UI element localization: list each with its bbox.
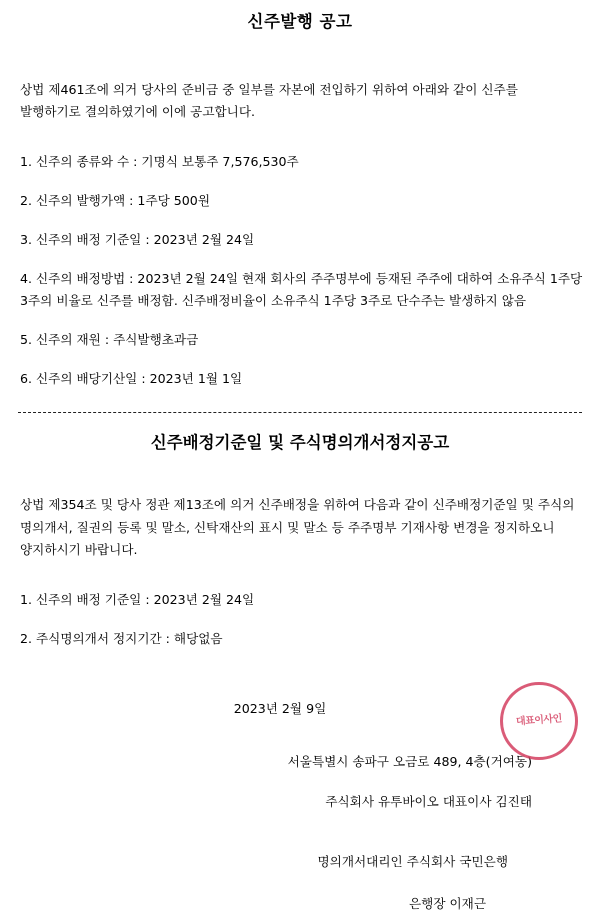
list-item: 6. 신주의 배당기산일 : 2023년 1월 1일 — [20, 371, 243, 387]
company-seal-stamp — [500, 682, 578, 760]
list-item: 3. 신주의 배정 기준일 : 2023년 2월 24일 — [20, 232, 255, 248]
section2-intro-paragraph: 상법 제354조 및 당사 정관 제13조에 의거 신주배정을 위하여 다음과 같이 신주배정기준일 및 주식의 명의개서, 질권의 등록 및 말소, 신탁재산의 표시 및 말소 등 주주명부 기재사항 변경을 정지하오니 양지하시기 바랍니다. — [20, 497, 575, 557]
list-item: 4. 신주의 배정방법 : 2023년 2월 24일 현재 회사의 주주명부에 등재된 주주에 대하여 소유주식 1주당 3주의 비율로 신주를 배정함. 신주배정비율이 소유주식 1주당 3주로 단수주는 발생하지 않음 — [20, 271, 583, 309]
list-item: 1. 신주의 종류와 수 : 기명식 보통주 7,576,530주 — [20, 154, 299, 170]
issuer-address: 서울특별시 송파구 오금로 489, 4층(거여동) — [287, 753, 532, 769]
list-item: 5. 신주의 재원 : 주식발행초과금 — [20, 332, 199, 348]
section2-list — [14, 589, 586, 650]
section2-title: 신주배정기준일 및 주식명의개서정지공고 — [150, 433, 450, 453]
issuer-company: 주식회사 유투바이오 대표이사 김진태 — [325, 793, 532, 809]
seal-text: 대표이사인 — [515, 713, 563, 728]
section1-list — [14, 151, 586, 390]
document-date: 2023년 2월 9일 — [233, 700, 327, 716]
page-title: 신주발행 공고 — [247, 12, 353, 31]
list-item: 1. 신주의 배정 기준일 : 2023년 2월 24일 — [20, 591, 255, 607]
transfer-agent-name: 명의개서대리인 주식회사 국민은행 — [317, 853, 508, 869]
section-divider — [18, 412, 582, 413]
transfer-agent-block — [14, 851, 586, 915]
list-item: 2. 신주의 발행가액 : 1주당 500원 — [20, 193, 210, 209]
list-item: 2. 주식명의개서 정지기간 : 해당없음 — [20, 630, 223, 646]
transfer-agent-officer: 은행장 이재근 — [409, 895, 486, 911]
section1-intro-paragraph: 상법 제461조에 의거 당사의 준비금 중 일부를 자본에 전입하기 위하여 아래와 같이 신주를 발행하기로 결의하였기에 이에 공고합니다. — [20, 82, 518, 120]
document-page — [0, 10, 600, 911]
issuer-block — [14, 751, 586, 813]
